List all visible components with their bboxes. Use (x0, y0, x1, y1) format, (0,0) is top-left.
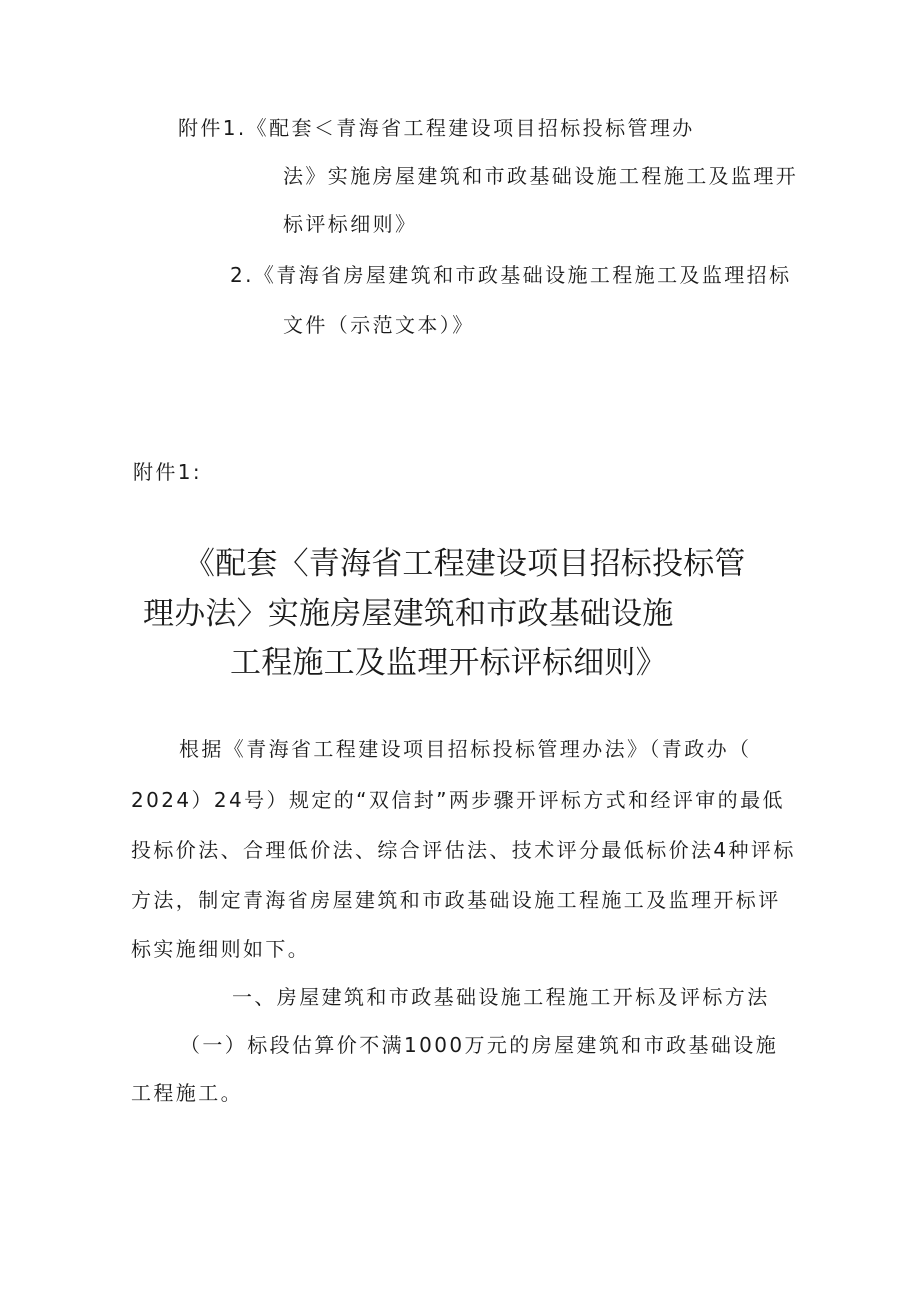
attachment-label: 附件1: (133, 460, 203, 484)
section-1-heading: 一、房屋建筑和市政基础设施工程施工开标及评标方法 (232, 985, 770, 1009)
paragraph-1-line-4: 方法，制定青海省房屋建筑和市政基础设施工程施工及监理开标评 (131, 888, 781, 912)
subsection-1-line-1: （一）标段估算价不满1000万元的房屋建筑和市政基础设施 (180, 1033, 779, 1057)
attachment-item-1-line-2: 法》实施房屋建筑和市政基础设施工程施工及监理开 (283, 164, 799, 188)
paragraph-1-line-2: 2024）24号）规定的“双信封”两步骤开评标方式和经评审的最低 (131, 788, 785, 812)
attachment-item-2-line-1: 2.《青海省房屋建筑和市政基础设施工程施工及监理招标 (230, 263, 792, 287)
paragraph-1-line-1: 根据《青海省工程建设项目招标投标管理办法》（青政办（ (179, 737, 752, 761)
document-title-line-1: 《配套〈青海省工程建设项目招标投标管 (184, 546, 746, 582)
attachment-item-1-line-3: 标评标细则》 (283, 212, 418, 236)
attachment-item-1-line-1: 附件1.《配套＜青海省工程建设项目招标投标管理办 (178, 116, 695, 140)
subsection-1-line-2: 工程施工。 (131, 1081, 243, 1105)
paragraph-1-line-3: 投标价法、合理低价法、综合评估法、技术评分最低标价法4种评标 (131, 838, 796, 862)
document-title-line-3: 工程施工及监理开标评标细则》 (230, 645, 667, 681)
attachment-item-2-line-2: 文件（示范文本）》 (283, 313, 475, 337)
paragraph-1-line-5: 标实施细则如下。 (131, 937, 311, 961)
document-title-line-2: 理办法〉实施房屋建筑和市政基础设施 (143, 596, 674, 632)
